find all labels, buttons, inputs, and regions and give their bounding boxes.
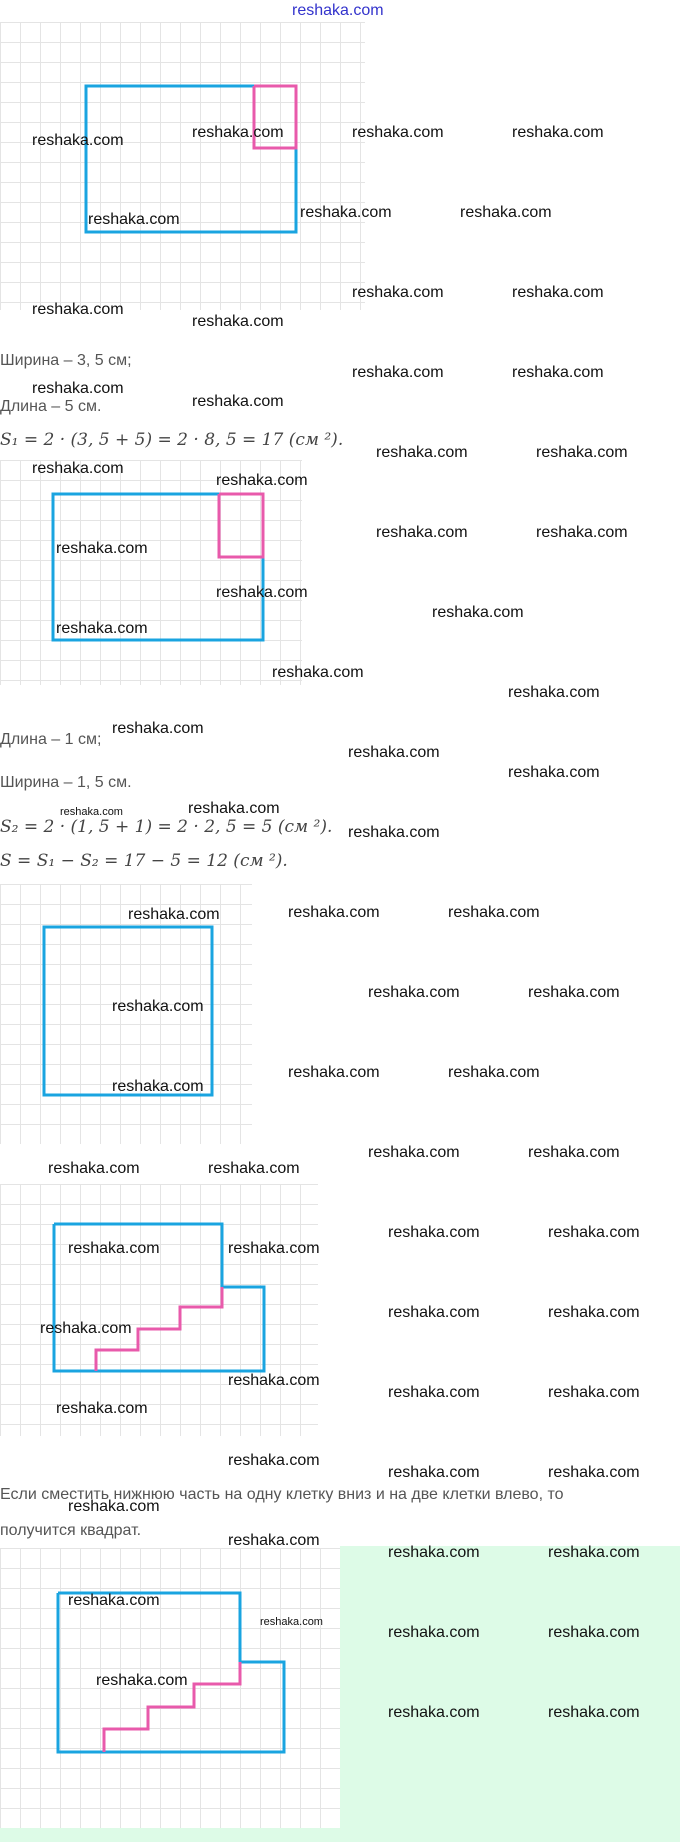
watermark-text: reshaka.com xyxy=(352,364,444,381)
watermark-text: reshaka.com xyxy=(388,1384,480,1401)
site-link[interactable]: reshaka.com xyxy=(292,2,384,19)
width-1-text: Ширина – 3, 5 см; xyxy=(0,352,132,369)
watermark-text: reshaka.com xyxy=(388,1624,480,1641)
watermark-text: reshaka.com xyxy=(192,393,284,410)
length-2-text: Длина – 1 см; xyxy=(0,731,102,748)
watermark-text: reshaka.com xyxy=(68,1592,160,1609)
watermark-text: reshaka.com xyxy=(32,301,124,318)
s2-formula: S₂ = 2 · (1, 5 + 1) = 2 · 2, 5 = 5 (см ²). xyxy=(0,817,333,837)
watermark-text: reshaka.com xyxy=(56,620,148,637)
watermark-text: reshaka.com xyxy=(548,1544,640,1561)
watermark-text: reshaka.com xyxy=(548,1304,640,1321)
watermark-text: reshaka.com xyxy=(112,720,204,737)
watermark-text: reshaka.com xyxy=(548,1384,640,1401)
watermark-text: reshaka.com xyxy=(112,1078,204,1095)
watermark-text-small: reshaka.com xyxy=(260,1616,323,1628)
watermark-text: reshaka.com xyxy=(228,1372,320,1389)
watermark-text: reshaka.com xyxy=(192,124,284,141)
watermark-text: reshaka.com xyxy=(536,444,628,461)
watermark-text: reshaka.com xyxy=(388,1304,480,1321)
watermark-text: reshaka.com xyxy=(40,1320,132,1337)
watermark-text: reshaka.com xyxy=(68,1498,160,1515)
watermark-text: reshaka.com xyxy=(228,1240,320,1257)
watermark-text: reshaka.com xyxy=(112,998,204,1015)
watermark-text: reshaka.com xyxy=(536,524,628,541)
watermark-text: reshaka.com xyxy=(228,1452,320,1469)
watermark-text: reshaka.com xyxy=(32,460,124,477)
watermark-text: reshaka.com xyxy=(288,1064,380,1081)
watermark-text: reshaka.com xyxy=(512,124,604,141)
watermark-text: reshaka.com xyxy=(512,284,604,301)
watermark-text: reshaka.com xyxy=(548,1704,640,1721)
watermark-text: reshaka.com xyxy=(512,364,604,381)
watermark-text: reshaka.com xyxy=(208,1160,300,1177)
watermark-text: reshaka.com xyxy=(288,904,380,921)
watermark-text: reshaka.com xyxy=(32,132,124,149)
watermark-text: reshaka.com xyxy=(216,472,308,489)
watermark-text: reshaka.com xyxy=(548,1464,640,1481)
watermark-text: reshaka.com xyxy=(368,984,460,1001)
watermark-text: reshaka.com xyxy=(460,204,552,221)
watermark-text: reshaka.com xyxy=(388,1464,480,1481)
watermark-text: reshaka.com xyxy=(300,204,392,221)
paragraph-line-1: Если сместить нижнюю часть на одну клетку вниз и на две клетки влево, то xyxy=(0,1486,564,1503)
watermark-text: reshaka.com xyxy=(388,1704,480,1721)
s-total-formula: S = S₁ − S₂ = 17 − 5 = 12 (см ²). xyxy=(0,851,288,871)
watermark-text: reshaka.com xyxy=(548,1624,640,1641)
watermark-text: reshaka.com xyxy=(388,1224,480,1241)
watermark-text: reshaka.com xyxy=(96,1672,188,1689)
paragraph-line-2: получится квадрат. xyxy=(0,1522,142,1539)
watermark-text: reshaka.com xyxy=(448,904,540,921)
watermark-text: reshaka.com xyxy=(68,1240,160,1257)
watermark-text: reshaka.com xyxy=(272,664,364,681)
watermark-text: reshaka.com xyxy=(352,284,444,301)
watermark-text: reshaka.com xyxy=(352,124,444,141)
watermark-text: reshaka.com xyxy=(228,1532,320,1549)
s1-formula: S₁ = 2 · (3, 5 + 5) = 2 · 8, 5 = 17 (см ²). xyxy=(0,430,344,450)
watermark-text: reshaka.com xyxy=(216,584,308,601)
watermark-text: reshaka.com xyxy=(348,824,440,841)
width-2-text: Ширина – 1, 5 см. xyxy=(0,774,132,791)
watermark-text: reshaka.com xyxy=(508,764,600,781)
watermark-text: reshaka.com xyxy=(388,1544,480,1561)
watermark-text: reshaka.com xyxy=(376,524,468,541)
watermark-text: reshaka.com xyxy=(48,1160,140,1177)
watermark-text: reshaka.com xyxy=(348,744,440,761)
watermark-text: reshaka.com xyxy=(432,604,524,621)
watermark-text: reshaka.com xyxy=(88,211,180,228)
watermark-text: reshaka.com xyxy=(56,540,148,557)
watermark-text-small: reshaka.com xyxy=(60,806,123,818)
watermark-text: reshaka.com xyxy=(528,1144,620,1161)
watermark-text: reshaka.com xyxy=(528,984,620,1001)
watermark-text: reshaka.com xyxy=(128,906,220,923)
watermark-text: reshaka.com xyxy=(56,1400,148,1417)
watermark-text: reshaka.com xyxy=(448,1064,540,1081)
watermark-text: reshaka.com xyxy=(508,684,600,701)
watermark-text: reshaka.com xyxy=(192,313,284,330)
watermark-text: reshaka.com xyxy=(188,800,280,817)
watermark-text: reshaka.com xyxy=(32,380,124,397)
length-1-text: Длина – 5 см. xyxy=(0,398,102,415)
watermark-text: reshaka.com xyxy=(368,1144,460,1161)
watermark-text: reshaka.com xyxy=(548,1224,640,1241)
watermark-text: reshaka.com xyxy=(376,444,468,461)
